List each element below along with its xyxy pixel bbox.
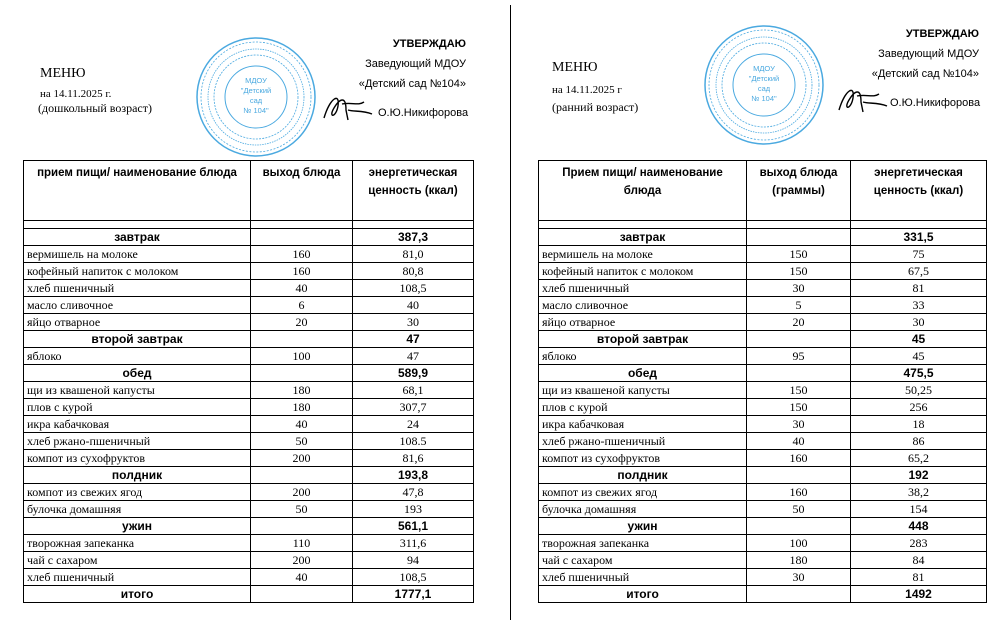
dish-name-cell: хлеб пшеничный <box>539 280 747 297</box>
meal-row <box>539 331 987 348</box>
meal-row <box>539 365 987 382</box>
dish-row <box>539 399 987 416</box>
official-stamp <box>195 36 317 158</box>
dish-row <box>24 552 474 569</box>
stamp-text: сад <box>757 84 771 93</box>
weight-cell <box>251 229 353 246</box>
kcal-cell: 65,2 <box>851 450 987 467</box>
dish-name-cell: обед <box>24 365 251 382</box>
stamp-text: сад <box>249 96 263 105</box>
dish-row <box>539 297 987 314</box>
weight-cell: 180 <box>747 552 851 569</box>
kcal-cell: 75 <box>851 246 987 263</box>
kcal-cell: 311,6 <box>353 535 474 552</box>
dish-row <box>539 382 987 399</box>
kcal-cell: 387,3 <box>353 229 474 246</box>
weight-cell <box>251 518 353 535</box>
dish-row <box>24 501 474 518</box>
dish-name-cell: чай с сахаром <box>24 552 251 569</box>
weight-cell: 50 <box>251 501 353 518</box>
dish-name-cell: плов с курой <box>539 399 747 416</box>
dish-name-cell: хлеб пшеничный <box>539 569 747 586</box>
weight-cell: 160 <box>251 263 353 280</box>
stamp-text: № 104" <box>751 94 777 103</box>
dish-name-cell: чай с сахаром <box>539 552 747 569</box>
meal-row <box>24 586 474 603</box>
dish-row <box>24 450 474 467</box>
kcal-cell: 108.5 <box>353 433 474 450</box>
weight-cell <box>747 331 851 348</box>
menu-early-age <box>515 0 1000 625</box>
dish-name-cell: компот из свежих ягод <box>24 484 251 501</box>
dish-name-cell: творожная запеканка <box>24 535 251 552</box>
dish-row <box>24 246 474 263</box>
dish-row <box>539 280 987 297</box>
spacer-cell <box>747 221 851 229</box>
dish-row <box>24 314 474 331</box>
dish-row <box>24 399 474 416</box>
dish-row <box>24 569 474 586</box>
weight-cell: 5 <box>747 297 851 314</box>
kcal-cell: 81 <box>851 280 987 297</box>
spacer-cell <box>539 221 747 229</box>
dish-row <box>539 484 987 501</box>
stamp-text: МДОУ <box>245 76 267 85</box>
meal-row <box>24 365 474 382</box>
spacer-cell <box>251 221 353 229</box>
weight-cell: 50 <box>251 433 353 450</box>
weight-cell: 200 <box>251 450 353 467</box>
kcal-cell: 331,5 <box>851 229 987 246</box>
approval-block <box>845 24 979 84</box>
signer-name: О.Ю.Никифорова <box>890 97 981 109</box>
approval-org: «Детский сад №104» <box>871 68 979 80</box>
spacer-cell <box>24 221 251 229</box>
dish-name-cell: вермишель на молоке <box>539 246 747 263</box>
weight-cell: 180 <box>251 382 353 399</box>
weight-cell <box>747 365 851 382</box>
kcal-cell: 475,5 <box>851 365 987 382</box>
dish-name-cell: компот из сухофруктов <box>24 450 251 467</box>
dish-row <box>24 263 474 280</box>
kcal-cell: 80,8 <box>353 263 474 280</box>
kcal-cell: 154 <box>851 501 987 518</box>
dish-name-cell: ужин <box>539 518 747 535</box>
meal-row <box>24 467 474 484</box>
dish-name-cell: кофейный напиток с молоком <box>539 263 747 280</box>
dish-row <box>24 348 474 365</box>
dish-row <box>539 246 987 263</box>
dish-name-cell: яйцо отварное <box>539 314 747 331</box>
weight-cell: 160 <box>251 246 353 263</box>
dish-row <box>24 416 474 433</box>
kcal-cell: 283 <box>851 535 987 552</box>
column-header-kcal: энергетическая ценность (ккал) <box>353 161 474 221</box>
column-header-kcal: энергетическая ценность (ккал) <box>851 161 987 221</box>
dish-name-cell: творожная запеканка <box>539 535 747 552</box>
weight-cell <box>251 331 353 348</box>
dish-name-cell: икра кабачковая <box>539 416 747 433</box>
kcal-cell: 108,5 <box>353 280 474 297</box>
dish-name-cell: полдник <box>24 467 251 484</box>
kcal-cell: 47,8 <box>353 484 474 501</box>
kcal-cell: 45 <box>851 348 987 365</box>
table-header-row <box>24 161 474 221</box>
stamp-text: "Детский <box>748 74 780 83</box>
kcal-cell: 30 <box>851 314 987 331</box>
dish-row <box>24 484 474 501</box>
dish-name-cell: хлеб ржано-пшеничный <box>24 433 251 450</box>
signer-name: О.Ю.Никифорова <box>378 107 469 119</box>
weight-cell: 40 <box>251 280 353 297</box>
meal-row <box>539 467 987 484</box>
weight-cell: 100 <box>251 348 353 365</box>
kcal-cell: 81,0 <box>353 246 474 263</box>
dish-row <box>24 382 474 399</box>
column-header-dish: Прием пищи/ наименование блюда <box>539 161 747 221</box>
approval-title: УТВЕРЖДАЮ <box>392 38 466 50</box>
kcal-cell: 47 <box>353 348 474 365</box>
dish-name-cell: яйцо отварное <box>24 314 251 331</box>
kcal-cell: 81 <box>851 569 987 586</box>
weight-cell: 200 <box>251 552 353 569</box>
weight-cell: 95 <box>747 348 851 365</box>
kcal-cell: 84 <box>851 552 987 569</box>
weight-cell: 30 <box>747 569 851 586</box>
menu-age-group: (дошкольный возраст) <box>38 101 152 115</box>
weight-cell: 20 <box>747 314 851 331</box>
official-stamp <box>703 24 825 146</box>
kcal-cell: 589,9 <box>353 365 474 382</box>
kcal-cell: 24 <box>353 416 474 433</box>
dish-row <box>539 416 987 433</box>
signature <box>833 80 893 118</box>
weight-cell: 160 <box>747 450 851 467</box>
menu-age-group: (ранний возраст) <box>552 100 639 114</box>
dish-row <box>539 450 987 467</box>
dish-name-cell: масло сливочное <box>24 297 251 314</box>
column-header-dish: прием пищи/ наименование блюда <box>24 161 251 221</box>
weight-cell <box>747 518 851 535</box>
kcal-cell: 67,5 <box>851 263 987 280</box>
dish-name-cell: хлеб ржано-пшеничный <box>539 433 747 450</box>
dish-name-cell: яблоко <box>24 348 251 365</box>
dish-name-cell: завтрак <box>24 229 251 246</box>
kcal-cell: 50,25 <box>851 382 987 399</box>
dish-row <box>24 433 474 450</box>
weight-cell: 40 <box>251 416 353 433</box>
dish-row <box>539 348 987 365</box>
kcal-cell: 40 <box>353 297 474 314</box>
dish-name-cell: хлеб пшеничный <box>24 569 251 586</box>
spacer-row <box>539 221 987 229</box>
meal-row <box>539 586 987 603</box>
dish-name-cell: компот из свежих ягод <box>539 484 747 501</box>
weight-cell: 40 <box>747 433 851 450</box>
kcal-cell: 256 <box>851 399 987 416</box>
column-header-weight: выход блюда <box>251 161 353 221</box>
dish-row <box>24 297 474 314</box>
dish-row <box>539 569 987 586</box>
kcal-cell: 94 <box>353 552 474 569</box>
menu-title: МЕНЮ <box>552 60 598 75</box>
weight-cell: 20 <box>251 314 353 331</box>
weight-cell: 150 <box>747 382 851 399</box>
weight-cell <box>251 365 353 382</box>
spacer-cell <box>851 221 987 229</box>
weight-cell: 110 <box>251 535 353 552</box>
weight-cell <box>251 586 353 603</box>
weight-cell: 40 <box>251 569 353 586</box>
dish-row <box>539 552 987 569</box>
approval-position: Заведующий МДОУ <box>365 58 466 70</box>
kcal-cell: 86 <box>851 433 987 450</box>
page-divider <box>510 5 511 620</box>
dish-row <box>24 535 474 552</box>
kcal-cell: 192 <box>851 467 987 484</box>
stamp-text: "Детский <box>240 86 272 95</box>
dish-name-cell: второй завтрак <box>539 331 747 348</box>
weight-cell: 150 <box>747 263 851 280</box>
dish-name-cell: булочка домашняя <box>539 501 747 518</box>
meal-row <box>539 518 987 535</box>
signature <box>318 88 378 126</box>
dish-name-cell: плов с курой <box>24 399 251 416</box>
dish-name-cell: вермишель на молоке <box>24 246 251 263</box>
kcal-cell: 1777,1 <box>353 586 474 603</box>
dish-name-cell: итого <box>539 586 747 603</box>
dish-row <box>539 535 987 552</box>
table-header-row <box>539 161 987 221</box>
weight-cell <box>251 467 353 484</box>
dish-name-cell: щи из квашеной капусты <box>539 382 747 399</box>
dish-name-cell: хлеб пшеничный <box>24 280 251 297</box>
dish-name-cell: завтрак <box>539 229 747 246</box>
dish-name-cell: ужин <box>24 518 251 535</box>
kcal-cell: 45 <box>851 331 987 348</box>
weight-cell <box>747 467 851 484</box>
weight-cell: 150 <box>747 246 851 263</box>
weight-cell <box>747 586 851 603</box>
kcal-cell: 18 <box>851 416 987 433</box>
dish-row <box>539 501 987 518</box>
weight-cell: 30 <box>747 416 851 433</box>
dish-name-cell: яблоко <box>539 348 747 365</box>
menu-date: на 14.11.2025 г. <box>40 88 112 100</box>
weight-cell <box>747 229 851 246</box>
meal-row <box>24 229 474 246</box>
meal-row <box>24 331 474 348</box>
menu-table <box>538 160 987 603</box>
dish-row <box>539 263 987 280</box>
weight-cell: 200 <box>251 484 353 501</box>
weight-cell: 180 <box>251 399 353 416</box>
weight-cell: 100 <box>747 535 851 552</box>
dish-name-cell: компот из сухофруктов <box>539 450 747 467</box>
approval-org: «Детский сад №104» <box>358 78 466 90</box>
kcal-cell: 68,1 <box>353 382 474 399</box>
kcal-cell: 38,2 <box>851 484 987 501</box>
dish-name-cell: щи из квашеной капусты <box>24 382 251 399</box>
spacer-row <box>24 221 474 229</box>
kcal-cell: 108,5 <box>353 569 474 586</box>
approval-block <box>330 34 466 94</box>
meal-row <box>539 229 987 246</box>
kcal-cell: 193,8 <box>353 467 474 484</box>
dish-name-cell: обед <box>539 365 747 382</box>
kcal-cell: 307,7 <box>353 399 474 416</box>
dish-row <box>24 280 474 297</box>
weight-cell: 150 <box>747 399 851 416</box>
dish-row <box>539 433 987 450</box>
dish-name-cell: итого <box>24 586 251 603</box>
dish-name-cell: булочка домашняя <box>24 501 251 518</box>
kcal-cell: 81,6 <box>353 450 474 467</box>
kcal-cell: 33 <box>851 297 987 314</box>
kcal-cell: 448 <box>851 518 987 535</box>
weight-cell: 160 <box>747 484 851 501</box>
kcal-cell: 1492 <box>851 586 987 603</box>
dish-name-cell: второй завтрак <box>24 331 251 348</box>
stamp-text: МДОУ <box>753 64 775 73</box>
dish-name-cell: полдник <box>539 467 747 484</box>
menu-title: МЕНЮ <box>40 66 86 81</box>
menu-table <box>23 160 474 603</box>
dish-name-cell: икра кабачковая <box>24 416 251 433</box>
approval-position: Заведующий МДОУ <box>878 48 979 60</box>
menu-date: на 14.11.2025 г <box>552 84 622 96</box>
dish-name-cell: кофейный напиток с молоком <box>24 263 251 280</box>
approval-title: УТВЕРЖДАЮ <box>905 28 979 40</box>
kcal-cell: 561,1 <box>353 518 474 535</box>
kcal-cell: 193 <box>353 501 474 518</box>
weight-cell: 30 <box>747 280 851 297</box>
dish-row <box>539 314 987 331</box>
spacer-cell <box>353 221 474 229</box>
stamp-text: № 104" <box>243 106 269 115</box>
weight-cell: 6 <box>251 297 353 314</box>
weight-cell: 50 <box>747 501 851 518</box>
column-header-weight: выход блюда (граммы) <box>747 161 851 221</box>
meal-row <box>24 518 474 535</box>
kcal-cell: 30 <box>353 314 474 331</box>
dish-name-cell: масло сливочное <box>539 297 747 314</box>
kcal-cell: 47 <box>353 331 474 348</box>
